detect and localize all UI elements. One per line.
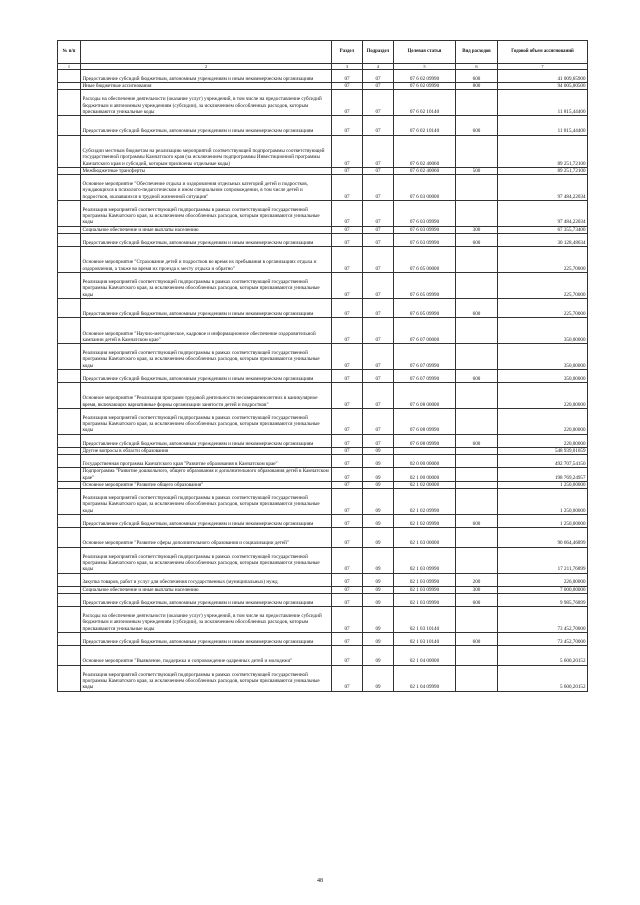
row-target-article-cell: 07 6 02 10140 xyxy=(394,90,456,116)
table-row xyxy=(58,318,588,344)
column-number: 7 xyxy=(498,64,588,70)
row-name-cell: Государственная программа Камчатского края "Развитие образования в Камчатском крае" xyxy=(81,455,332,468)
row-target-article-cell: 02 1 03 09990 xyxy=(394,586,456,593)
row-razdel-cell: 07 xyxy=(332,646,363,666)
row-podrazdel-cell: 09 xyxy=(363,447,394,454)
row-expense-type-cell xyxy=(456,455,498,468)
row-name-cell: Реализация мероприятий соответствующей подпрограммы в рамках соответствующей государственной программы Камчатского края, за исключением обособленных расходов, которым присваиваются уникальные коды xyxy=(81,665,332,691)
row-name-cell: Основное мероприятие "Обеспечение отдыха и оздоровления отдельных категорий детей и подростков, нуждающихся в психолого-педагогическом и ином специальном сопровождении, в том числе детей и подростков, оказавшихся в трудной жизненной ситуации" xyxy=(81,175,332,201)
row-number-cell xyxy=(58,383,81,409)
row-number-cell xyxy=(58,90,81,116)
row-amount-cell: 350,00000 xyxy=(498,344,588,370)
row-target-article-cell: 07 6 05 09990 xyxy=(394,298,456,318)
row-number-cell xyxy=(58,318,81,344)
row-name-cell: Социальное обеспечение и иные выплаты населению xyxy=(81,586,332,593)
row-podrazdel-cell: 07 xyxy=(363,234,394,247)
row-name-cell: Основное мероприятие "Научно-методическое, кадровое и информационное обеспечение оздоровительной кампании детей в Камчатском крае" xyxy=(81,318,332,344)
table-row xyxy=(58,607,588,633)
row-target-article-cell: 07 6 02 40060 xyxy=(394,167,456,174)
row-target-article-cell: 02 1 03 10140 xyxy=(394,633,456,646)
table-row xyxy=(58,489,588,515)
row-expense-type-cell: 600 xyxy=(456,298,498,318)
row-razdel-cell: 07 xyxy=(332,83,363,90)
table-row xyxy=(58,298,588,318)
row-name-cell: Реализация мероприятий соответствующей подпрограммы в рамках соответствующей государственной программы Камчатского края, за исключением обособленных расходов, которым присваиваются уникальные коды xyxy=(81,547,332,573)
row-podrazdel-cell: 07 xyxy=(363,434,394,447)
row-amount-cell: 1 250,00000 xyxy=(498,489,588,515)
row-target-article-cell: 07 6 03 09990 xyxy=(394,200,456,226)
row-podrazdel-cell: 07 xyxy=(363,369,394,382)
row-number-cell xyxy=(58,70,81,83)
column-number: 6 xyxy=(456,64,498,70)
row-expense-type-cell xyxy=(456,547,498,573)
row-podrazdel-cell: 07 xyxy=(363,167,394,174)
row-name-cell: Реализация мероприятий соответствующей подпрограммы в рамках соответствующей государственной программы Камчатского края, за исключением обособленных расходов, которым присваиваются уникальные коды xyxy=(81,273,332,299)
row-number-cell xyxy=(58,369,81,382)
row-podrazdel-cell: 09 xyxy=(363,489,394,515)
row-expense-type-cell xyxy=(456,489,498,515)
row-name-cell: Реализация мероприятий соответствующей подпрограммы в рамках соответствующей государственной программы Камчатского края, за исключением обособленных расходов, которым присваиваются уникальные коды xyxy=(81,408,332,434)
row-podrazdel-cell: 07 xyxy=(363,408,394,434)
row-amount-cell: 220,00000 xyxy=(498,408,588,434)
row-podrazdel-cell: 09 xyxy=(363,547,394,573)
row-razdel-cell: 07 xyxy=(332,318,363,344)
header-target-article: Целевая статья xyxy=(394,41,456,64)
row-expense-type-cell xyxy=(456,90,498,116)
row-target-article-cell: 02 1 03 09990 xyxy=(394,573,456,586)
row-expense-type-cell xyxy=(456,665,498,691)
row-razdel-cell: 07 xyxy=(332,468,363,482)
table-row xyxy=(58,594,588,607)
table-row xyxy=(58,175,588,201)
row-number-cell xyxy=(58,434,81,447)
row-amount-cell: 225,70000 xyxy=(498,247,588,273)
row-number-cell xyxy=(58,408,81,434)
row-number-cell xyxy=(58,489,81,515)
row-number-cell xyxy=(58,665,81,691)
row-podrazdel-cell: 07 xyxy=(363,135,394,167)
row-razdel-cell: 07 xyxy=(332,528,363,548)
row-name-cell: Реализация мероприятий соответствующей подпрограммы в рамках соответствующей государственной программы Камчатского края, за исключением обособленных расходов, которым присваиваются уникальные коды xyxy=(81,489,332,515)
row-number-cell xyxy=(58,447,81,454)
row-razdel-cell: 07 xyxy=(332,344,363,370)
row-target-article-cell: 07 6 03 00000 xyxy=(394,175,456,201)
row-podrazdel-cell: 09 xyxy=(363,607,394,633)
row-number-cell xyxy=(58,586,81,593)
header-expense-type: Вид расходов xyxy=(456,41,498,64)
row-expense-type-cell: 600 xyxy=(456,633,498,646)
row-podrazdel-cell: 09 xyxy=(363,665,394,691)
row-expense-type-cell: 600 xyxy=(456,234,498,247)
table-row xyxy=(58,481,588,488)
row-podrazdel-cell: 07 xyxy=(363,298,394,318)
row-razdel-cell: 07 xyxy=(332,234,363,247)
row-target-article-cell: 07 6 02 40060 xyxy=(394,135,456,167)
row-target-article-cell xyxy=(394,447,456,454)
row-podrazdel-cell: 07 xyxy=(363,83,394,90)
row-number-cell xyxy=(58,135,81,167)
row-expense-type-cell xyxy=(456,175,498,201)
row-target-article-cell: 07 6 08 00000 xyxy=(394,383,456,409)
row-number-cell xyxy=(58,247,81,273)
row-razdel-cell: 07 xyxy=(332,573,363,586)
row-expense-type-cell xyxy=(456,344,498,370)
row-target-article-cell: 02 1 00 00000 xyxy=(394,468,456,482)
row-razdel-cell: 07 xyxy=(332,200,363,226)
row-podrazdel-cell: 09 xyxy=(363,573,394,586)
row-razdel-cell: 07 xyxy=(332,515,363,528)
row-name-cell: Предоставление субсидий бюджетным, автономным учреждениям и иным некоммерческим организациям xyxy=(81,434,332,447)
row-expense-type-cell xyxy=(456,447,498,454)
table-row xyxy=(58,468,588,482)
table-row xyxy=(58,586,588,593)
row-name-cell: Предоставление субсидий бюджетным, автономным учреждениям и иным некоммерческим организациям xyxy=(81,70,332,83)
table-row xyxy=(58,247,588,273)
row-expense-type-cell xyxy=(456,247,498,273)
table-row xyxy=(58,383,588,409)
header-name xyxy=(81,41,332,64)
row-podrazdel-cell: 09 xyxy=(363,515,394,528)
row-expense-type-cell: 500 xyxy=(456,167,498,174)
row-name-cell: Предоставление субсидий бюджетным, автономным учреждениям и иным некоммерческим организациям xyxy=(81,594,332,607)
row-expense-type-cell: 200 xyxy=(456,573,498,586)
row-razdel-cell: 07 xyxy=(332,70,363,83)
row-name-cell: Основное мероприятие "Выявление, поддержка и сопровождение одаренных детей и молодежи" xyxy=(81,646,332,666)
row-number-cell xyxy=(58,607,81,633)
row-target-article-cell: 02 1 02 00000 xyxy=(394,481,456,488)
row-number-cell xyxy=(58,226,81,233)
table-row xyxy=(58,665,588,691)
row-expense-type-cell: 600 xyxy=(456,515,498,528)
row-number-cell xyxy=(58,200,81,226)
row-number-cell xyxy=(58,298,81,318)
row-podrazdel-cell: 07 xyxy=(363,344,394,370)
row-podrazdel-cell: 07 xyxy=(363,226,394,233)
row-amount-cell: 73 452,70000 xyxy=(498,607,588,633)
row-razdel-cell: 07 xyxy=(332,547,363,573)
row-amount-cell: 89 251,72100 xyxy=(498,135,588,167)
row-amount-cell: 97 484,22034 xyxy=(498,200,588,226)
row-amount-cell: 11 815,44400 xyxy=(498,90,588,116)
row-amount-cell: 89 251,72100 xyxy=(498,167,588,174)
row-expense-type-cell xyxy=(456,481,498,488)
table-row xyxy=(58,434,588,447)
row-razdel-cell: 07 xyxy=(332,116,363,136)
row-target-article-cell: 07 6 02 09990 xyxy=(394,83,456,90)
row-razdel-cell: 07 xyxy=(332,408,363,434)
row-razdel-cell: 07 xyxy=(332,369,363,382)
row-expense-type-cell xyxy=(456,528,498,548)
row-amount-cell: 94 005,00500 xyxy=(498,83,588,90)
row-number-cell xyxy=(58,116,81,136)
row-amount-cell: 9 985,76899 xyxy=(498,594,588,607)
row-target-article-cell: 02 1 04 09990 xyxy=(394,665,456,691)
table-row xyxy=(58,547,588,573)
table-body xyxy=(58,70,588,692)
row-target-article-cell: 02 1 02 09990 xyxy=(394,489,456,515)
table-row xyxy=(58,447,588,454)
row-name-cell: Расходы на обеспечение деятельности (оказание услуг) учреждений, в том числе на предоставление субсидий бюджетным и автономным учреждениям (субсидии), за исключением обособленных расходов, которым присваиваются уникальные коды xyxy=(81,90,332,116)
row-podrazdel-cell: 09 xyxy=(363,455,394,468)
row-name-cell: Социальное обеспечение и иные выплаты населению xyxy=(81,226,332,233)
row-razdel-cell: 07 xyxy=(332,167,363,174)
row-amount-cell: 350,00000 xyxy=(498,318,588,344)
row-amount-cell: 1 250,00000 xyxy=(498,481,588,488)
row-podrazdel-cell: 07 xyxy=(363,247,394,273)
row-amount-cell: 67 355,73400 xyxy=(498,226,588,233)
row-name-cell: Основное мероприятие "Развитие общего образования" xyxy=(81,481,332,488)
row-expense-type-cell xyxy=(456,318,498,344)
row-expense-type-cell: 600 xyxy=(456,594,498,607)
row-number-cell xyxy=(58,594,81,607)
row-amount-cell: 1 250,00000 xyxy=(498,515,588,528)
row-name-cell: Субсидии местным бюджетам на реализацию мероприятий соответствующей подпрограммы соответствующей государственной программы Камчатского края (за исключением подпрограммы Инвестиционной программы Камчатского края и субсидий, которым присвоены отдельные коды) xyxy=(81,135,332,167)
row-amount-cell: 492 707,54150 xyxy=(498,455,588,468)
row-razdel-cell: 07 xyxy=(332,434,363,447)
row-name-cell: Межбюджетные трансферты xyxy=(81,167,332,174)
row-name-cell: Реализация мероприятий соответствующей подпрограммы в рамках соответствующей государственной программы Камчатского края, за исключением обособленных расходов, которым присваиваются уникальные коды xyxy=(81,200,332,226)
row-expense-type-cell: 300 xyxy=(456,226,498,233)
row-target-article-cell: 02 1 04 00000 xyxy=(394,646,456,666)
column-number: 5 xyxy=(394,64,456,70)
row-podrazdel-cell: 07 xyxy=(363,318,394,344)
row-number-cell xyxy=(58,633,81,646)
row-amount-cell: 350,00000 xyxy=(498,369,588,382)
row-expense-type-cell xyxy=(456,200,498,226)
row-target-article-cell: 07 6 08 09990 xyxy=(394,408,456,434)
row-target-article-cell: 02 1 03 00000 xyxy=(394,528,456,548)
row-number-cell xyxy=(58,455,81,468)
row-razdel-cell: 07 xyxy=(332,594,363,607)
row-podrazdel-cell: 09 xyxy=(363,633,394,646)
row-number-cell xyxy=(58,468,81,482)
table-row xyxy=(58,234,588,247)
row-podrazdel-cell: 07 xyxy=(363,116,394,136)
column-number: 2 xyxy=(81,64,332,70)
row-podrazdel-cell: 07 xyxy=(363,383,394,409)
row-amount-cell: 97 484,22034 xyxy=(498,175,588,201)
row-expense-type-cell xyxy=(456,646,498,666)
table-row xyxy=(58,455,588,468)
row-razdel-cell: 07 xyxy=(332,298,363,318)
row-number-cell xyxy=(58,167,81,174)
table-row xyxy=(58,369,588,382)
row-razdel-cell: 07 xyxy=(332,489,363,515)
row-name-cell: Предоставление субсидий бюджетным, автономным учреждениям и иным некоммерческим организациям xyxy=(81,515,332,528)
row-expense-type-cell: 600 xyxy=(456,116,498,136)
row-amount-cell: 220,00000 xyxy=(498,383,588,409)
row-expense-type-cell: 600 xyxy=(456,369,498,382)
header-num: № п/п xyxy=(58,41,81,64)
row-target-article-cell: 02 1 03 10140 xyxy=(394,607,456,633)
row-name-cell: Предоставление субсидий бюджетным, автономным учреждениям и иным некоммерческим организациям xyxy=(81,116,332,136)
table-row xyxy=(58,408,588,434)
row-number-cell xyxy=(58,83,81,90)
row-razdel-cell: 07 xyxy=(332,135,363,167)
header-razdel: Раздел xyxy=(332,41,363,64)
row-amount-cell: 17 211,76899 xyxy=(498,547,588,573)
row-expense-type-cell xyxy=(456,468,498,482)
budget-table xyxy=(57,40,588,692)
table-row xyxy=(58,90,588,116)
row-expense-type-cell xyxy=(456,607,498,633)
row-target-article-cell: 07 6 05 09990 xyxy=(394,273,456,299)
row-razdel-cell: 07 xyxy=(332,481,363,488)
table-header-row xyxy=(58,41,588,64)
row-expense-type-cell xyxy=(456,383,498,409)
row-amount-cell: 225,70000 xyxy=(498,298,588,318)
row-target-article-cell: 07 6 03 09990 xyxy=(394,234,456,247)
row-name-cell: Закупка товаров, работ и услуг для обеспечения государственных (муниципальных) нужд xyxy=(81,573,332,586)
row-target-article-cell: 07 6 07 09990 xyxy=(394,344,456,370)
row-expense-type-cell: 600 xyxy=(456,70,498,83)
row-name-cell: Расходы на обеспечение деятельности (оказание услуг) учреждений, в том числе на предоставление субсидий бюджетным и автономным учреждениям (субсидии), за исключением обособленных расходов, которым присваиваются уникальные коды xyxy=(81,607,332,633)
row-podrazdel-cell: 09 xyxy=(363,646,394,666)
row-expense-type-cell: 600 xyxy=(456,434,498,447)
table-row xyxy=(58,167,588,174)
table-row xyxy=(58,573,588,586)
row-podrazdel-cell: 09 xyxy=(363,481,394,488)
row-podrazdel-cell: 09 xyxy=(363,586,394,593)
row-podrazdel-cell: 07 xyxy=(363,175,394,201)
row-number-cell xyxy=(58,234,81,247)
row-amount-cell: 11 815,44400 xyxy=(498,116,588,136)
table-row xyxy=(58,83,588,90)
table-row xyxy=(58,70,588,83)
row-name-cell: Иные бюджетные ассигнования xyxy=(81,83,332,90)
row-amount-cell: 5 600,20152 xyxy=(498,665,588,691)
row-target-article-cell: 07 6 02 10140 xyxy=(394,116,456,136)
row-target-article-cell: 07 6 02 09990 xyxy=(394,70,456,83)
row-target-article-cell: 02 1 03 09990 xyxy=(394,547,456,573)
row-amount-cell: 225,70000 xyxy=(498,273,588,299)
row-number-cell xyxy=(58,515,81,528)
row-name-cell: Реализация мероприятий соответствующей подпрограммы в рамках соответствующей государственной программы Камчатского края, за исключением обособленных расходов, которым присваиваются уникальные коды xyxy=(81,344,332,370)
table-row xyxy=(58,515,588,528)
row-razdel-cell: 07 xyxy=(332,607,363,633)
row-amount-cell: 5 600,20152 xyxy=(498,646,588,666)
page-number: 48 xyxy=(317,878,323,884)
header-annual-amount: Годовой объем ассигнований xyxy=(498,41,588,64)
table-row xyxy=(58,200,588,226)
row-name-cell: Другие вопросы в области образования xyxy=(81,447,332,454)
row-razdel-cell: 07 xyxy=(332,90,363,116)
header-podrazdel: Подраздел xyxy=(363,41,394,64)
table-row xyxy=(58,344,588,370)
table-row xyxy=(58,116,588,136)
row-amount-cell: 90 664,46899 xyxy=(498,528,588,548)
row-razdel-cell: 07 xyxy=(332,586,363,593)
row-target-article-cell: 07 6 05 00000 xyxy=(394,247,456,273)
row-amount-cell: 73 452,70000 xyxy=(498,633,588,646)
row-number-cell xyxy=(58,175,81,201)
document-page xyxy=(57,40,587,692)
row-podrazdel-cell: 07 xyxy=(363,200,394,226)
row-target-article-cell: 07 6 07 09990 xyxy=(394,369,456,382)
row-amount-cell: 198 769,24957 xyxy=(498,468,588,482)
row-amount-cell: 30 128,48634 xyxy=(498,234,588,247)
row-target-article-cell: 02 1 02 09990 xyxy=(394,515,456,528)
column-number: 1 xyxy=(58,64,81,70)
row-name-cell: Основное мероприятие "Реализация программ трудовой деятельности несовершеннолетних в каникулярное время, включающих вариативные формы организации занятости детей и подростков" xyxy=(81,383,332,409)
row-number-cell xyxy=(58,273,81,299)
table-row xyxy=(58,273,588,299)
row-amount-cell: 226,00000 xyxy=(498,573,588,586)
row-name-cell: Предоставление субсидий бюджетным, автономным учреждениям и иным некоммерческим организациям xyxy=(81,234,332,247)
row-podrazdel-cell: 09 xyxy=(363,594,394,607)
row-podrazdel-cell: 09 xyxy=(363,528,394,548)
table-row xyxy=(58,135,588,167)
row-expense-type-cell xyxy=(456,408,498,434)
row-razdel-cell: 07 xyxy=(332,665,363,691)
row-razdel-cell: 07 xyxy=(332,175,363,201)
table-row xyxy=(58,528,588,548)
row-name-cell: Основное мероприятие "Страхование детей и подростков во время их пребывания в организациях отдыха и оздоровления, а также во время их проезда к месту отдыха и обратно" xyxy=(81,247,332,273)
row-amount-cell: 548 939,01659 xyxy=(498,447,588,454)
row-razdel-cell: 07 xyxy=(332,447,363,454)
row-target-article-cell: 02 1 03 09990 xyxy=(394,594,456,607)
row-razdel-cell: 07 xyxy=(332,226,363,233)
row-podrazdel-cell: 07 xyxy=(363,70,394,83)
row-name-cell: Предоставление субсидий бюджетным, автономным учреждениям и иным некоммерческим организациям xyxy=(81,633,332,646)
row-podrazdel-cell: 09 xyxy=(363,468,394,482)
row-amount-cell: 41 009,65900 xyxy=(498,70,588,83)
row-expense-type-cell: 300 xyxy=(456,586,498,593)
row-razdel-cell: 07 xyxy=(332,455,363,468)
row-number-cell xyxy=(58,344,81,370)
row-amount-cell: 7 000,00000 xyxy=(498,586,588,593)
row-razdel-cell: 07 xyxy=(332,383,363,409)
row-number-cell xyxy=(58,646,81,666)
row-number-cell xyxy=(58,573,81,586)
row-number-cell xyxy=(58,528,81,548)
row-target-article-cell: 07 6 08 09990 xyxy=(394,434,456,447)
row-razdel-cell: 07 xyxy=(332,633,363,646)
row-target-article-cell: 07 6 07 00000 xyxy=(394,318,456,344)
row-razdel-cell: 07 xyxy=(332,247,363,273)
row-number-cell xyxy=(58,547,81,573)
row-amount-cell: 220,00000 xyxy=(498,434,588,447)
row-target-article-cell: 07 6 03 09990 xyxy=(394,226,456,233)
row-expense-type-cell xyxy=(456,273,498,299)
row-name-cell: Основное мероприятие "Развитие сферы дополнительного образования и социализации детей" xyxy=(81,528,332,548)
row-expense-type-cell: 800 xyxy=(456,83,498,90)
row-name-cell: Подпрограмма "Развитие дошкольного, общего образования и дополнительного образования детей в Камчатском крае" xyxy=(81,468,332,482)
row-razdel-cell: 07 xyxy=(332,273,363,299)
column-number: 4 xyxy=(363,64,394,70)
column-number: 3 xyxy=(332,64,363,70)
table-row xyxy=(58,646,588,666)
row-expense-type-cell xyxy=(456,135,498,167)
table-row xyxy=(58,226,588,233)
row-name-cell: Предоставление субсидий бюджетным, автономным учреждениям и иным некоммерческим организациям xyxy=(81,369,332,382)
row-number-cell xyxy=(58,481,81,488)
row-name-cell: Предоставление субсидий бюджетным, автономным учреждениям и иным некоммерческим организациям xyxy=(81,298,332,318)
row-target-article-cell: 02 0 00 00000 xyxy=(394,455,456,468)
table-row xyxy=(58,633,588,646)
row-podrazdel-cell: 07 xyxy=(363,90,394,116)
row-podrazdel-cell: 07 xyxy=(363,273,394,299)
